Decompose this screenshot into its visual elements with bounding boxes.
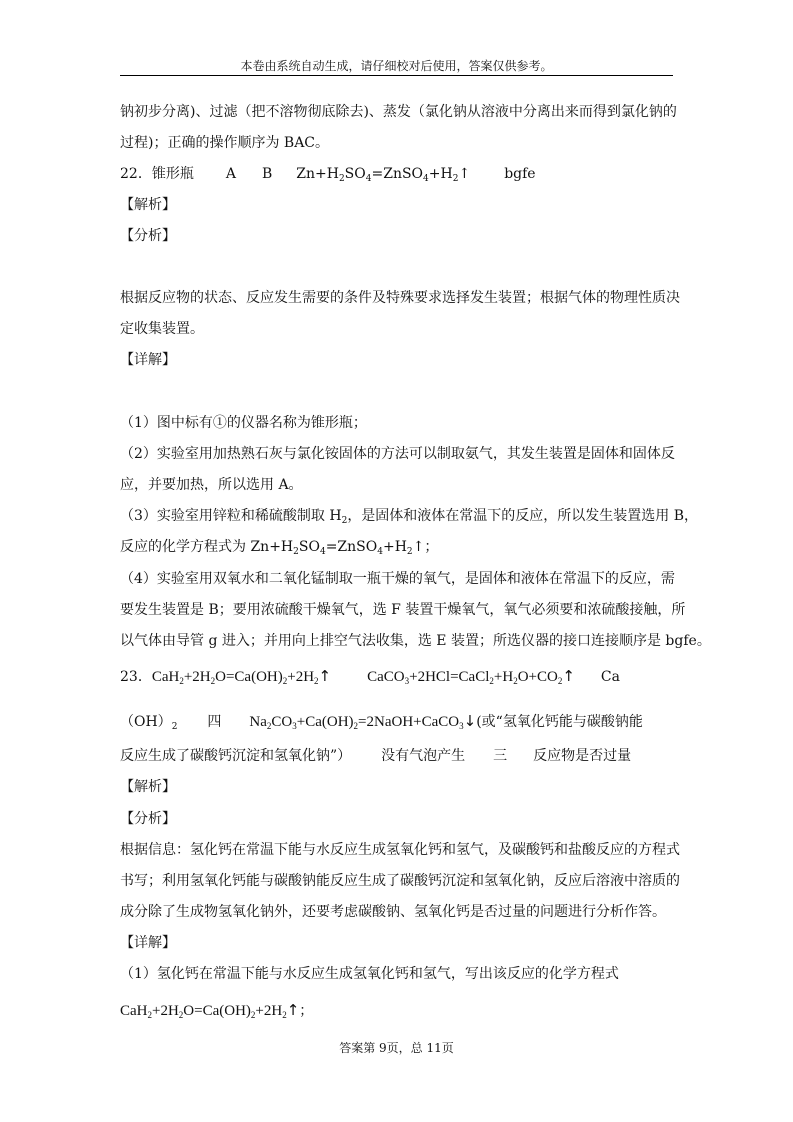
text-line: 成分除了生成物氢氧化钠外，还要考虑碳酸钠、氢氧化钙是否过量的问题进行分析作答。 [120,904,666,920]
detail-line: （2）实验室用加热熟石灰与氯化铵固体的方法可以制取氨气，其发生装置是固体和固体反 [120,446,675,462]
text-line: 书写；利用氢氧化钙能与碳酸钠能反应生成了碳酸钙沉淀和氢氧化钠，反应后溶液中溶质的 [120,873,680,889]
header-rule [120,75,673,76]
detail-line: 反应的化学方程式为 $Zn+H_2SO_4=ZnSO_4+H_2↑$； [120,539,439,557]
section-fenxi: 【分析】 [120,228,176,244]
answer-ca: Ca [600,669,620,685]
detail-line: （1）氢化钙在常温下能与水反应生成氢氧化钙和氢气，写出该反应的化学方程式 [120,966,619,982]
answer-no-gas: 没有气泡产生 [381,748,466,764]
equation: $Zn+H_2SO_4=ZnSO_4+H_2↑$ [296,166,471,184]
detail-line: （1）图中标有①的仪器名称为锥形瓶； [120,415,367,431]
page-header: 本卷由系统自动生成，请仔细校对后使用，答案仅供参考。 [240,59,553,73]
question-number: 23． [120,669,152,685]
page-footer: 答案第 9页，总 11页 [339,1041,454,1055]
text-line: 过程)；正确的操作顺序为 BAC。 [120,135,330,151]
equation-line: $CaH_2+2H_2O=Ca(OH)_2+2H_2↑$； [120,1001,314,1020]
section-jiexi: 【解析】 [120,197,176,213]
equation: $CaH_2+2H_2O=Ca(OH)_2+2H_2↑$ [120,1001,300,1020]
detail-line: （4）实验室用双氧水和二氧化锰制取一瓶干燥的氧气，是固体和液体在常温下的反应，需 [120,571,675,587]
detail-line: （3）实验室用锌粒和稀硫酸制取 $H_2$，是固体和液体在常温下的反应，所以发生装置选用 B， [120,508,699,526]
detail-line: 应，并要加热，所以选用 A。 [120,477,303,493]
question-22-answer [120,164,536,184]
equation: $CaH_2+2H_2O=Ca(OH)_2+2H_2↑$ [151,667,332,686]
answer-four: 四 [207,714,222,730]
section-jiexi: 【解析】 [120,779,176,795]
answer-a: A [225,166,236,182]
equation: $CaCO_3+2HCl=CaCl_2+H_2O+CO_2↑$ [367,667,575,686]
detail-line: 以气体由导管 g 进入；并用向上排空气法收集，选 E 装置；所选仪器的接口连接顺序是 bgfe。 [120,633,711,649]
answer-three: 三 [493,748,508,764]
text-line: 定收集装置。 [120,321,204,337]
section-fenxi: 【分析】 [120,811,176,827]
question-23-answer-cont: 反应生成了碳酸钙沉淀和氢氧化钠”） 没有气泡产生 三 反应物是否过量 [120,748,632,764]
section-xiangjie: 【详解】 [120,935,176,951]
question-23-answer [120,666,620,687]
question-number: 22．锥形瓶 [120,166,194,182]
section-xiangjie: 【详解】 [120,352,176,368]
text-line: 钠初步分离)、过滤（把不溶物彻底除去)、蒸发（氯化钠从溶液中分离出来而得到氯化钠的 [120,104,677,120]
answer-b: B [261,166,273,182]
connection-order: bgfe [504,166,536,182]
question-23-answer-cont: $(OH)_2$ 四 $Na_2CO_3+Ca(OH)_2=2NaOH+CaCO_3↓$(或“氢氧化钙能与碳酸钠能 [120,712,643,732]
equation: $Na_2CO_3+Ca(OH)_2=2NaOH+CaCO_3↓$ [249,712,477,731]
answer-excess: 反应物是否过量 [533,748,632,764]
text-line: 根据反应物的状态、反应发生需要的条件及特殊要求选择发生装置；根据气体的物理性质决 [120,290,680,306]
detail-line: 要发生装置是 B；要用浓硫酸干燥氧气，选 F 装置干燥氧气，氧气必须要和浓硫酸接触，所 [120,602,686,618]
text-line: 根据信息：氢化钙在常温下能与水反应生成氢氧化钙和氢气，及碳酸钙和盐酸反应的方程式 [120,842,680,858]
